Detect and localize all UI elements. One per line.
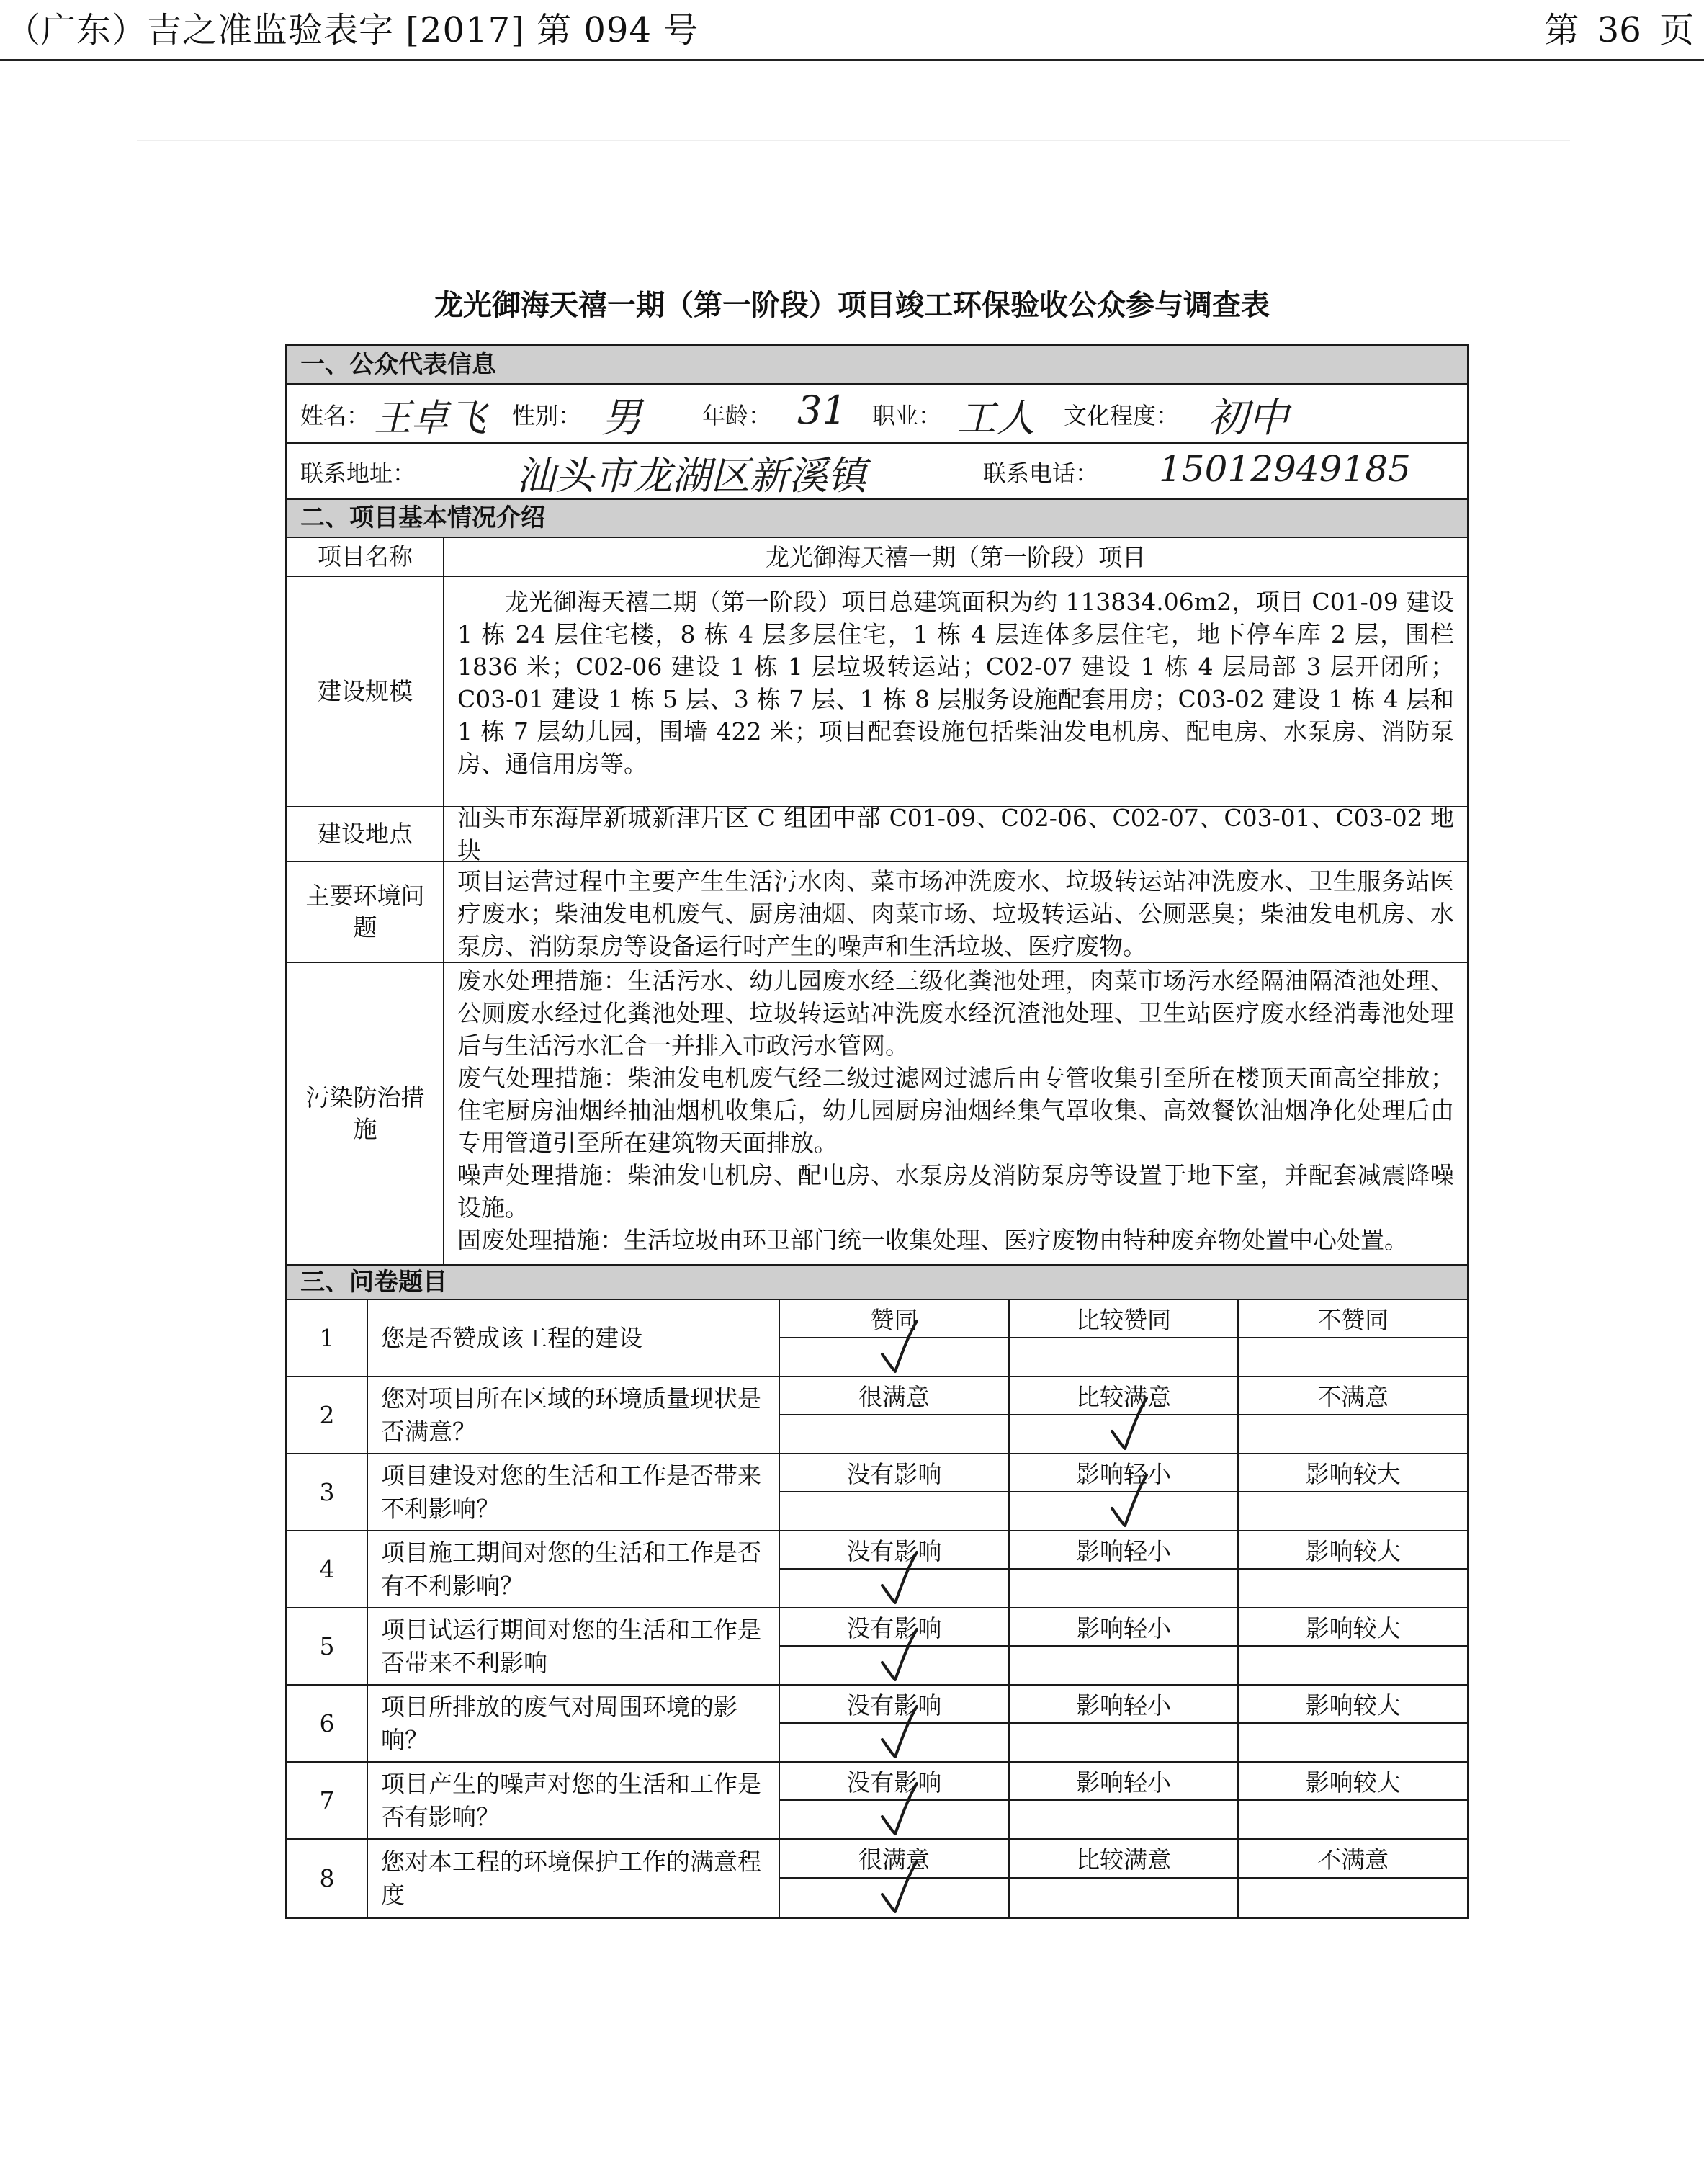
answer-cell[interactable] (1010, 1492, 1239, 1531)
question-text: 项目建设对您的生活和工作是否带来不利影响？ (368, 1454, 780, 1530)
gender-value: 男 (601, 395, 642, 442)
answer-cell[interactable] (1010, 1801, 1239, 1839)
question-number: 8 (287, 1840, 368, 1917)
construction-scale-text: 龙光御海天禧二期（第一阶段）项目总建筑面积为约 113834.06m2，项目 C01-09 建设 1 栋 24 层住宅楼，8 栋 4 层多层住宅，1 栋 4 层连体多层住宅，地下停车库 2 层，围栏 1836 米；C02-06 建设 1 栋 1 层垃圾转运站；C02-07 建设 1 栋 4 层局部 3 层开闭所；C03-01 建设 1 栋 5 层、3 栋 7 层、1 栋 8 层服务设施配套用房；C03-02 建设 1 栋 4 层和 1 栋 7 层幼儿园，围墙 422 米；项目配套设施包括柴油发电机房、配电房、水泵房、消防泵房、通信用房等。 (457, 588, 1454, 778)
question-row (287, 1300, 1467, 1377)
exhaust-measures: 废气处理措施：柴油发电机废气经二级过滤网过滤后由专管收集引至所在楼顶天面高空排放；住宅厨房油烟经抽油烟机收集后，幼儿园厨房油烟经集气罩收集、高效餐饮油烟净化处理后由专用管道引至所在建筑物天面排放。 (457, 1064, 1454, 1157)
occupation-value: 工人 (957, 395, 1035, 441)
option-label: 影响轻小 (1010, 1454, 1239, 1491)
question-text: 项目产生的噪声对您的生活和工作是否有影响？ (368, 1763, 780, 1838)
option-label: 影响较大 (1305, 1536, 1401, 1565)
construction-scale-row (287, 577, 1467, 807)
question-number: 1 (287, 1300, 368, 1376)
address-value: 汕头市龙湖区新溪镇 (516, 453, 866, 498)
question-row (287, 1531, 1467, 1608)
answer-cell[interactable] (1010, 1415, 1239, 1454)
answer-cell[interactable] (780, 1570, 1010, 1608)
check-mark-icon (876, 1318, 920, 1374)
answer-cell[interactable] (1239, 1647, 1467, 1685)
phone-label: 联系电话： (983, 460, 1099, 487)
option-label: 不满意 (1317, 1382, 1389, 1411)
question-number: 2 (287, 1377, 368, 1453)
form-title: 龙光御海天禧一期（第一阶段）项目竣工环保验收公众参与调查表 (434, 289, 1270, 322)
project-name-label: 项目名称 (287, 538, 444, 576)
question-row (287, 1454, 1467, 1531)
header-rule (0, 59, 1704, 61)
question-text: 您对本工程的环境保护工作的满意程度 (368, 1840, 780, 1917)
survey-form (285, 344, 1469, 1919)
construction-site-text: 汕头市东海岸新城新津片区 C 组团中部 C01-09、C02-06、C02-07、C03-01、C03-02 地块 (457, 804, 1454, 864)
answer-cell[interactable] (780, 1801, 1010, 1839)
question-row (287, 1608, 1467, 1686)
page-header (0, 0, 1704, 65)
question-number: 4 (287, 1531, 368, 1607)
check-mark-icon (876, 1626, 920, 1683)
solid-waste-measures: 固废处理措施：生活垃圾由环卫部门统一收集处理、医疗废物由特种废弃物处置中心处置。 (457, 1226, 1408, 1254)
option-label: 不赞同 (1317, 1305, 1389, 1334)
address-label: 联系地址： (300, 460, 416, 487)
answer-cell[interactable] (780, 1338, 1010, 1377)
option-label: 没有影响 (780, 1686, 1010, 1722)
question-text: 您是否赞成该工程的建设 (368, 1300, 780, 1376)
section-heading-public-info: 一、公众代表信息 (287, 346, 1467, 385)
project-name-value: 龙光御海天禧一期（第一阶段）项目 (766, 542, 1146, 571)
gender-label: 性别： (512, 402, 582, 429)
answer-cell[interactable] (1239, 1415, 1467, 1454)
option-label: 没有影响 (780, 1608, 1010, 1645)
question-text: 项目施工期间对您的生活和工作是否有不利影响？ (368, 1531, 780, 1607)
construction-site-row (287, 804, 1467, 864)
answer-cell[interactable] (1010, 1724, 1239, 1762)
check-mark-icon (876, 1549, 920, 1606)
wastewater-measures: 废水处理措施：生活污水、幼儿园废水经三级化粪池处理，肉菜市场污水经隔油隔渣池处理、公厕废水经过化粪池处理、垃圾转运站冲洗废水经沉渣池处理、卫生站医疗废水经消毒池处理后与生活污水汇合一并排入市政污水管网。 (457, 967, 1454, 1060)
answer-cell[interactable] (1239, 1338, 1467, 1377)
option-label: 很满意 (780, 1377, 1010, 1414)
respondent-info-row (287, 385, 1467, 444)
pollution-measures-row (287, 963, 1467, 1266)
answer-cell[interactable] (1010, 1338, 1239, 1377)
answer-cell[interactable] (1010, 1647, 1239, 1685)
option-label: 比较满意 (1010, 1377, 1239, 1414)
option-label: 影响轻小 (1010, 1763, 1239, 1799)
document-number: （广东）吉之准监验表字 [2017] 第 094 号 (6, 10, 699, 50)
option-label: 影响较大 (1305, 1691, 1401, 1719)
environmental-issues-label: 主要环境问题 (287, 862, 444, 962)
pollution-measures-label: 污染防治措施 (287, 963, 444, 1264)
question-number: 5 (287, 1608, 368, 1684)
option-label: 没有影响 (780, 1763, 1010, 1799)
name-value: 王卓飞 (374, 397, 487, 440)
option-label: 不满意 (1317, 1845, 1389, 1874)
page-number: 第 36 页 (1544, 10, 1694, 50)
option-label: 比较满意 (1010, 1840, 1239, 1877)
contact-info-row (287, 444, 1467, 500)
option-label: 影响轻小 (1010, 1608, 1239, 1645)
question-number: 6 (287, 1686, 368, 1761)
question-row (287, 1840, 1467, 1917)
question-text: 项目试运行期间对您的生活和工作是否带来不利影响 (368, 1608, 780, 1684)
environmental-issues-row (287, 862, 1467, 963)
environmental-issues-text: 项目运营过程中主要产生生活污水肉、菜市场冲洗废水、垃圾转运站冲洗废水、卫生服务站医疗废水；柴油发电机废气、厨房油烟、肉菜市场、垃圾转运站、公厕恶臭；柴油发电机房、水泵房、消防泵房等设备运行时产生的噪声和生活垃圾、医疗废物。 (457, 867, 1454, 960)
option-label: 赞同 (780, 1300, 1010, 1337)
check-mark-icon (1106, 1395, 1149, 1451)
scan-edge-line (137, 140, 1570, 141)
age-label: 年龄： (702, 402, 772, 429)
construction-scale-label: 建设规模 (287, 577, 444, 806)
question-number: 3 (287, 1454, 368, 1530)
question-row (287, 1763, 1467, 1840)
section-heading-questionnaire: 三、问卷题目 (287, 1266, 1467, 1300)
education-value: 初中 (1208, 395, 1288, 442)
answer-cell[interactable] (1010, 1879, 1239, 1917)
phone-value: 15012949185 (1159, 448, 1411, 490)
noise-measures: 噪声处理措施：柴油发电机房、配电房、水泵房及消防泵房等设置于地下室，并配套减震降噪设施。 (457, 1161, 1454, 1222)
name-label: 姓名： (300, 402, 370, 429)
option-label: 影响较大 (1305, 1614, 1401, 1642)
answer-cell[interactable] (1239, 1879, 1467, 1917)
option-label: 影响较大 (1305, 1768, 1401, 1796)
check-mark-icon (876, 1781, 920, 1837)
option-label: 没有影响 (780, 1531, 1010, 1568)
age-value: 31 (797, 388, 847, 433)
option-label: 没有影响 (780, 1454, 1010, 1491)
answer-cell[interactable] (780, 1879, 1010, 1917)
option-label: 很满意 (780, 1840, 1010, 1877)
project-name-row (287, 538, 1467, 577)
education-label: 文化程度： (1064, 402, 1180, 429)
answer-cell[interactable] (1010, 1570, 1239, 1608)
question-number: 7 (287, 1763, 368, 1838)
answer-cell[interactable] (1239, 1801, 1467, 1839)
check-mark-icon (1106, 1472, 1149, 1529)
answer-cell[interactable] (1239, 1570, 1467, 1608)
question-text: 您对项目所在区域的环境质量现状是否满意？ (368, 1377, 780, 1453)
check-mark-icon (876, 1858, 920, 1915)
answer-cell[interactable] (780, 1415, 1010, 1454)
occupation-label: 职业： (872, 402, 942, 429)
answer-cell[interactable] (1239, 1492, 1467, 1531)
answer-cell[interactable] (1239, 1724, 1467, 1762)
option-label: 影响较大 (1305, 1459, 1401, 1488)
check-mark-icon (876, 1704, 920, 1760)
option-label: 影响轻小 (1010, 1531, 1239, 1568)
option-label: 影响轻小 (1010, 1686, 1239, 1722)
question-row (287, 1377, 1467, 1454)
question-text: 项目所排放的废气对周围环境的影响？ (368, 1686, 780, 1761)
answer-cell[interactable] (780, 1647, 1010, 1685)
section-heading-project-info: 二、项目基本情况介绍 (287, 500, 1467, 538)
answer-cell[interactable] (780, 1724, 1010, 1762)
option-label: 比较赞同 (1010, 1300, 1239, 1337)
answer-cell[interactable] (780, 1492, 1010, 1531)
construction-site-label: 建设地点 (287, 807, 444, 861)
questionnaire (287, 1300, 1467, 1917)
question-row (287, 1686, 1467, 1763)
